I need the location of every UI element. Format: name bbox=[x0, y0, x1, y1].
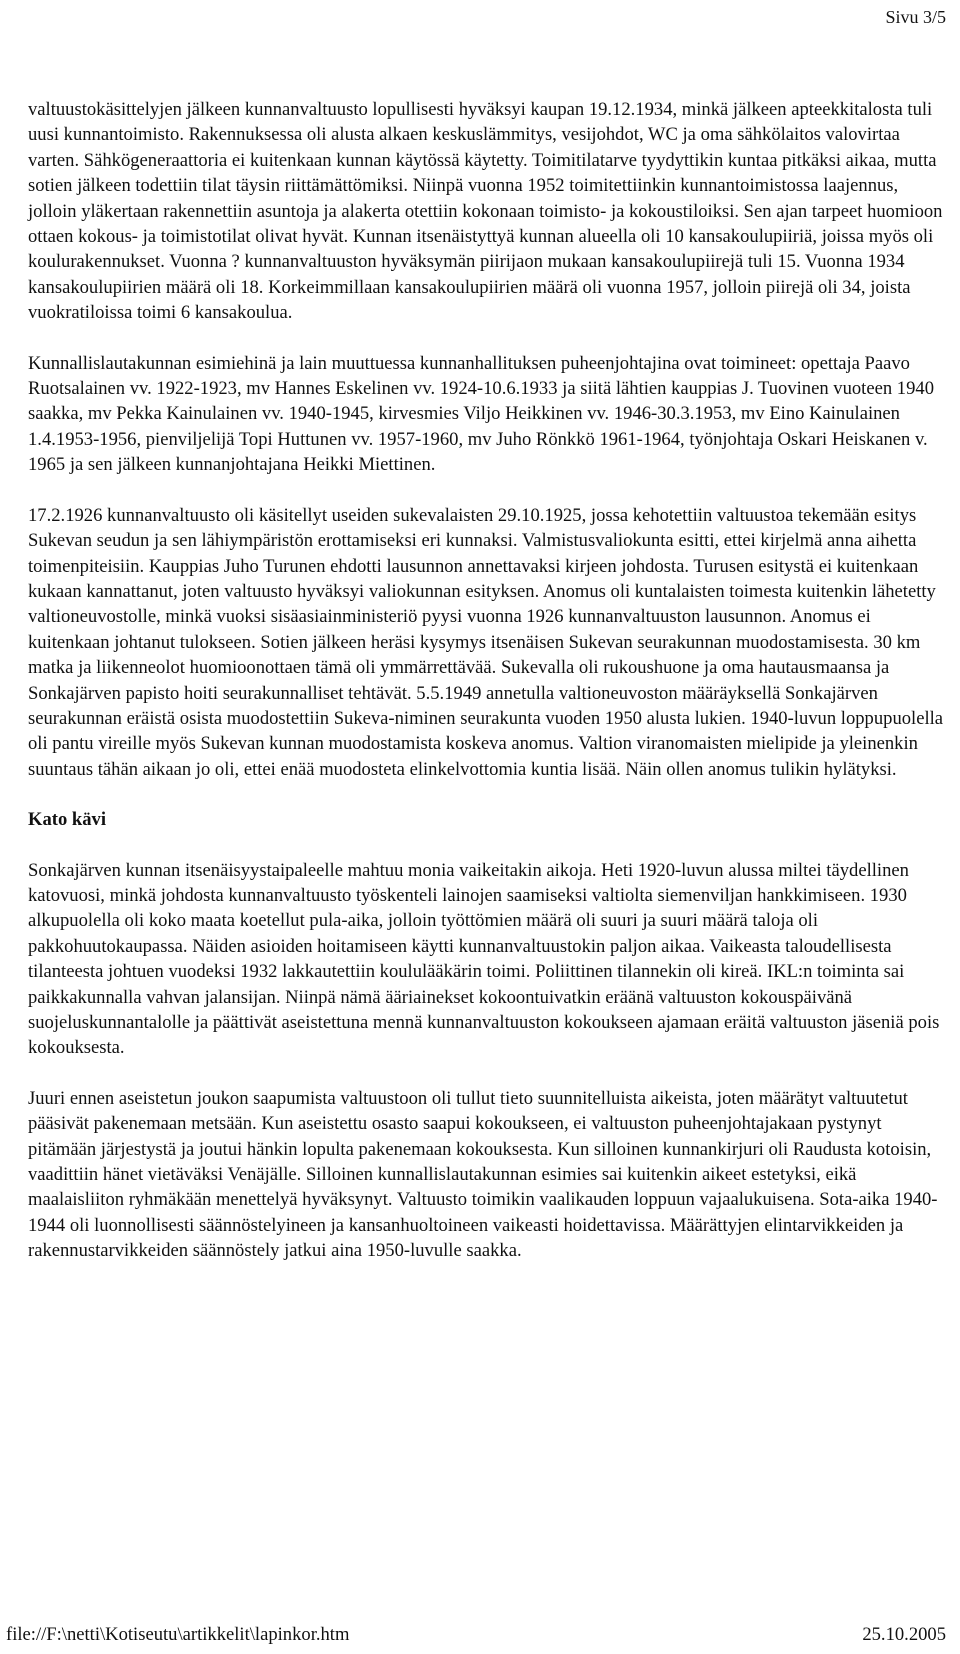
paragraph-town-office: valtuustokäsittelyjen jälkeen kunnanvaltuusto lopullisesti hyväksyi kaupan 19.12.1934, minkä jälkeen apteekkitalosta tuli uusi kunnantoimisto. Rakennuksessa oli alusta alkaen keskuslämmitys, vesijohdot, WC ja oma sähkölaitos valovirtaa varten. Sähkögeneraattoria ei kuitenkaan kunnan käytössä käytetty. Toimitilatarve tyydyttikin kuntaa pitkäksi aikaa, mutta sotien jälkeen todettiin tilat täysin riittämättömiksi. Niinpä vuonna 1952 toimitettiinkin kunnantoimistossa laajennus, jolloin yläkertaan rakennettiin asuntoja ja alakerta otettiin kokonaan toimisto- ja kokoustiloiksi. Sen ajan tarpeet huomioon ottaen kokous- ja toimistotilat olivat hyvät. Kunnan itsenäistyttyä kunnan alueella oli 10 kansakoulupiiriä, joissa myös oli koulurakennukset. Vuonna ? kunnanvaltuuston hyväksymän piirijaon mukaan kansakoulupiirejä tuli 15. Vuonna 1934 kansakoulupiirien määrä oli 18. Korkeimmillaan kansakoulupiirien määrä oli vuonna 1957, jolloin piirejä oli 34, joista vuokratiloissa toimi 6 kansakoulua. bbox=[28, 99, 943, 324]
page-number: Sivu 3/5 bbox=[885, 7, 946, 27]
paragraph-hard-times: Sonkajärven kunnan itsenäisyystaipaleelle mahtuu monia vaikeitakin aikoja. Heti 1920-luvun alussa miltei täydellinen katovuosi, minkä johdosta kunnanvaltuusto työskenteli lainojen saamiseksi valtiolta siemenviljan hankkimiseen. 1930 alkupuolella oli koko maata koetellut pula-aika, jolloin työttömien määrä oli suuri ja suuri määrä taloja oli pakkohuutokaupassa. Näiden asioiden hoitamiseen käytti kunnanvaltuustokin paljon aikaa. Vaikeasta taloudellisesta tilanteesta johtuen vuodeksi 1932 lakkautettiin koululääkärin toimi. Poliittinen tilannekin oli kireä. IKL:n toiminta sai paikkakunnalla vahvan jalansijan. Niinpä nämä ääriainekset kokoontuivatkin eräänä valtuuston kokouspäivänä suojeluskunnantalolle ja päättivät aseistettuna mennä kunnanvaltuuston kokoukseen ajamaan eräitä valtuuston jäseniä pois kokouksesta. bbox=[28, 859, 940, 1059]
paragraph-sukeva-petition: 17.2.1926 kunnanvaltuusto oli käsitellyt useiden sukevalaisten 29.10.1925, jossa kehotettiin valtuustoa tekemään esitys Sukevan seudun ja sen lähiympäristön erottamiseksi eri kunnaksi. Valmistusvaliokunta esitti, ettei kirjelmä anna aihetta toimenpiteisiin. Kauppias Juho Turunen ehdotti lausunnon annettavaksi kirjeen johdosta. Turusen esitystä ei kuitenkaan kukaan kannattanut, joten valtuusto hyväksyi valiokunnan esityksen. Anomus oli kuntalaisten toimesta kuitenkin lähetetty valtioneuvostolle, minkä vuoksi sisäasiainministeriö pyysi vuonna 1926 kunnanvaltuuston lausunnon. Anomus ei kuitenkaan johtanut tulokseen. Sotien jälkeen heräsi kysymys itsenäisen Sukevan seurakunnan muodostamisesta. 30 km matka ja liikenneolot huomioonottaen tämä oli ymmärrettävää. Sukevalla oli rukoushuone ja oma hautausmaansa ja Sonkajärven papisto hoiti seurakunnalliset tehtävät. 5.5.1949 annetulla valtioneuvoston määräyksellä Sonkajärven seurakunnan eräistä osista muodostettiin Sukeva-niminen seurakunta vuoden 1950 alusta lukien. 1940-luvun loppupuolella oli pantu vireille myös Sukevan kunnan muodostamista koskeva anomus. Valtion viranomaisten mielipide ja yleinenkin suuntaus tähän aikaan jo oli, ettei enää muodosteta elinkelvottomia kuntia lisää. Näin ollen anomus tulikin hylätyksi. bbox=[28, 504, 944, 780]
article-body bbox=[28, 97, 946, 1289]
page-footer bbox=[6, 1622, 946, 1648]
footer-date: 25.10.2005 bbox=[862, 1624, 946, 1645]
paragraph-armed-group: Juuri ennen aseistetun joukon saapumista valtuustoon oli tullut tieto suunnitelluista aikeista, joten määrätyt valtuutetut pääsivät pakenemaan metsään. Kun aseistettu osasto saapui kokoukseen, ei valtuuston puheenjohtajakaan pystynyt pitämään järjestystä ja joutui hänkin lopulta pakenemaan kokouksesta. Kun silloinen kunnankirjuri oli Raudusta kotoisin, vaadittiin hänet vietäväksi Venäjälle. Silloinen kunnallislautakunnan esimies sai kuitenkin aikeet estetyksi, eikä maalaisliiton ryhmäkään menettelyä hyväksynyt. Valtuusto toimikin vaalikauden loppuun vajaalukuisena. Sota-aika 1940-1944 oli luonnollisesti säännöstelyineen ja kansanhuoltoineen vaikeasti hoidettavissa. Määrättyjen elintarvikkeiden ja rakennustarvikkeiden säännöstely jatkui aina 1950-luvulle saakka. bbox=[28, 1087, 938, 1262]
footer-file-path: file://F:\netti\Kotiseutu\artikkelit\lapinkor.htm bbox=[6, 1624, 350, 1645]
paragraph-council-chairs: Kunnallislautakunnan esimiehinä ja lain muuttuessa kunnanhallituksen puheenjohtajina ovat toimineet: opettaja Paavo Ruotsalainen vv. 1922-1923, mv Hannes Eskelinen vv. 1924-10.6.1933 ja siitä lähtien kauppias J. Tuovinen vuoteen 1940 saakka, mv Pekka Kainulainen vv. 1940-1945, kirvesmies Viljo Heikkinen vv. 1946-30.3.1953, mv Eino Kainulainen 1.4.1953-1956, pienviljelijä Topi Huttunen vv. 1957-1960, mv Juho Rönkkö 1961-1964, työnjohtaja Oskari Heiskanen v. 1965 ja sen jälkeen kunnanjohtajana Heikki Miettinen. bbox=[28, 352, 934, 476]
section-heading: Kato kävi bbox=[28, 809, 106, 831]
